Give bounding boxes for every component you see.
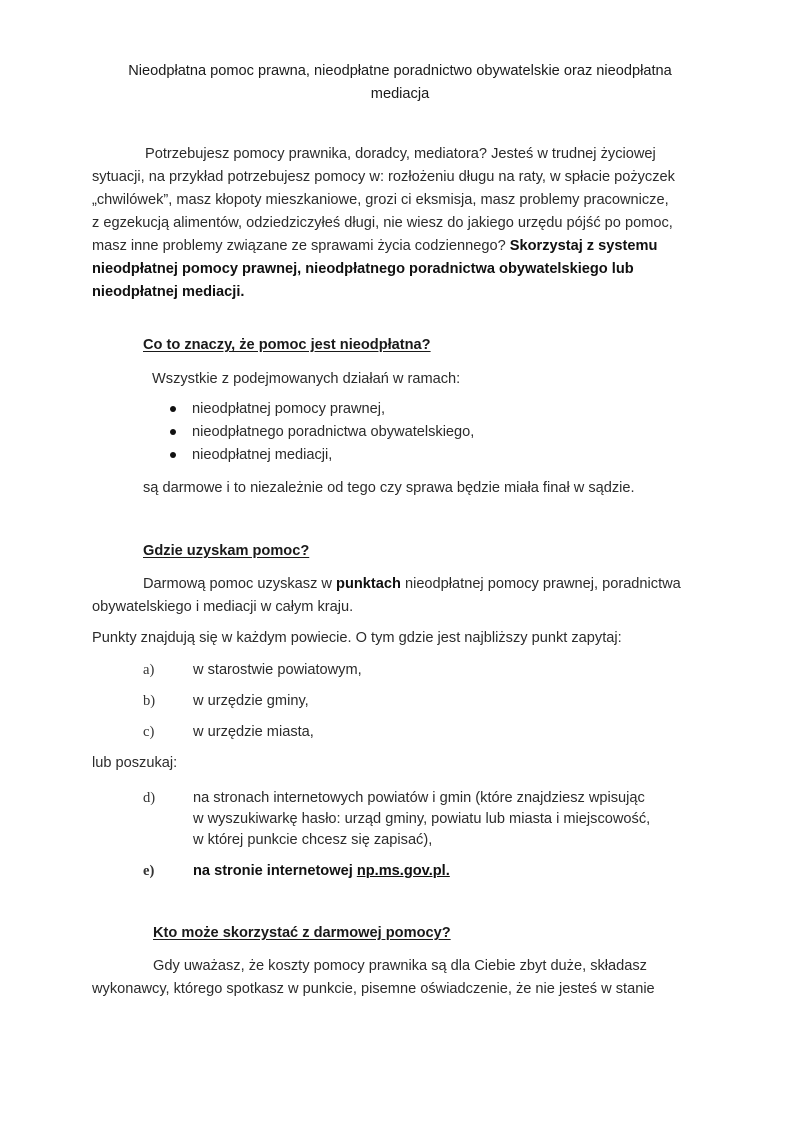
gov-site-link[interactable]: np.ms.gov.pl. <box>356 863 450 879</box>
list-label-c: c) <box>143 724 155 740</box>
intro-line-3: „chwilówek”, masz kłopoty mieszkaniowe, grozi ci eksmisja, masz problemy pracownicze, <box>92 192 669 208</box>
list-label-b: b) <box>143 693 156 709</box>
intro-line-5 <box>92 235 657 258</box>
list-label-a: a) <box>143 662 155 678</box>
or-search-label: lub poszukaj: <box>92 755 178 771</box>
title-line-2: mediacja <box>370 86 430 102</box>
list-item-websites-line3: w której punkcie chcesz się zapisać), <box>193 832 433 848</box>
section3-line2: wykonawcy, którego spotkasz w punkcie, pisemne oświadczenie, że nie jesteś w stanie <box>92 981 655 997</box>
intro-line-1: Potrzebujesz pomocy prawnika, doradcy, mediatora? Jesteś w trudnej życiowej <box>145 146 656 162</box>
list-item-websites-line1: na stronach internetowych powiatów i gmin (które znajdziesz wpisując <box>193 790 645 806</box>
section2-p1-line2: obywatelskiego i mediacji w całym kraju. <box>92 599 354 615</box>
intro-line-4: z egzekucją alimentów, odziedziczyłeś długi, nie wiesz do jakiego urzędu pójść po pomoc, <box>92 215 673 231</box>
title-line-1: Nieodpłatna pomoc prawna, nieodpłatne poradnictwo obywatelskie oraz nieodpłatna <box>128 63 672 79</box>
section3-line1: Gdy uważasz, że koszty pomocy prawnika są dla Ciebie zbyt duże, składasz <box>153 958 647 974</box>
list-label-e: e) <box>143 863 155 879</box>
section2-p1-line1 <box>143 573 681 596</box>
section2-p1-after: nieodpłatnej pomocy prawnej, poradnictwa <box>400 576 681 592</box>
bullet-icon <box>170 429 176 435</box>
list-item-gov-site <box>193 860 450 883</box>
section2-p1-bold: punktach <box>336 576 401 592</box>
list-item-urzad-gminy: w urzędzie gminy, <box>193 693 309 709</box>
bullet-item-mediation: nieodpłatnej mediacji, <box>192 447 333 463</box>
intro-line-5-bold: Skorzystaj z systemu <box>509 238 658 254</box>
bullet-icon <box>170 452 176 458</box>
section-heading-who-can-use: Kto może skorzystać z darmowej pomocy? <box>153 925 451 941</box>
section1-closing: są darmowe i to niezależnie od tego czy sprawa będzie miała finał w sądzie. <box>143 480 635 496</box>
list-label-d: d) <box>143 790 156 806</box>
intro-line-5-regular: masz inne problemy związane ze sprawami życia codziennego? <box>92 238 510 254</box>
section-heading-free-help: Co to znaczy, że pomoc jest nieodpłatna? <box>143 337 431 353</box>
intro-line-7: nieodpłatnej mediacji. <box>92 284 245 300</box>
list-item-starostwo: w starostwie powiatowym, <box>193 662 362 678</box>
section-heading-where-help: Gdzie uzyskam pomoc? <box>143 543 310 559</box>
intro-line-6: nieodpłatnej pomocy prawnej, nieodpłatnego poradnictwa obywatelskiego lub <box>92 261 634 277</box>
section2-p1-before: Darmową pomoc uzyskasz w <box>143 576 337 592</box>
document-title <box>90 60 710 106</box>
list-item-urzad-miasta: w urzędzie miasta, <box>193 724 314 740</box>
bullet-item-civic-advice: nieodpłatnego poradnictwa obywatelskiego, <box>192 424 475 440</box>
intro-line-2: sytuacji, na przykład potrzebujesz pomocy w: rozłożeniu długu na raty, w spłacie pożyczek <box>92 169 675 185</box>
section1-lead: Wszystkie z podejmowanych działań w ramach: <box>152 371 461 387</box>
gov-site-text: na stronie internetowej <box>193 863 357 879</box>
bullet-icon <box>170 406 176 412</box>
list-item-websites-line2: w wyszukiwarkę hasło: urząd gminy, powiatu lub miasta i miejscowość, <box>193 811 651 827</box>
section2-p2: Punkty znajdują się w każdym powiecie. O tym gdzie jest najbliższy punkt zapytaj: <box>92 630 622 646</box>
bullet-item-legal-aid: nieodpłatnej pomocy prawnej, <box>192 401 386 417</box>
